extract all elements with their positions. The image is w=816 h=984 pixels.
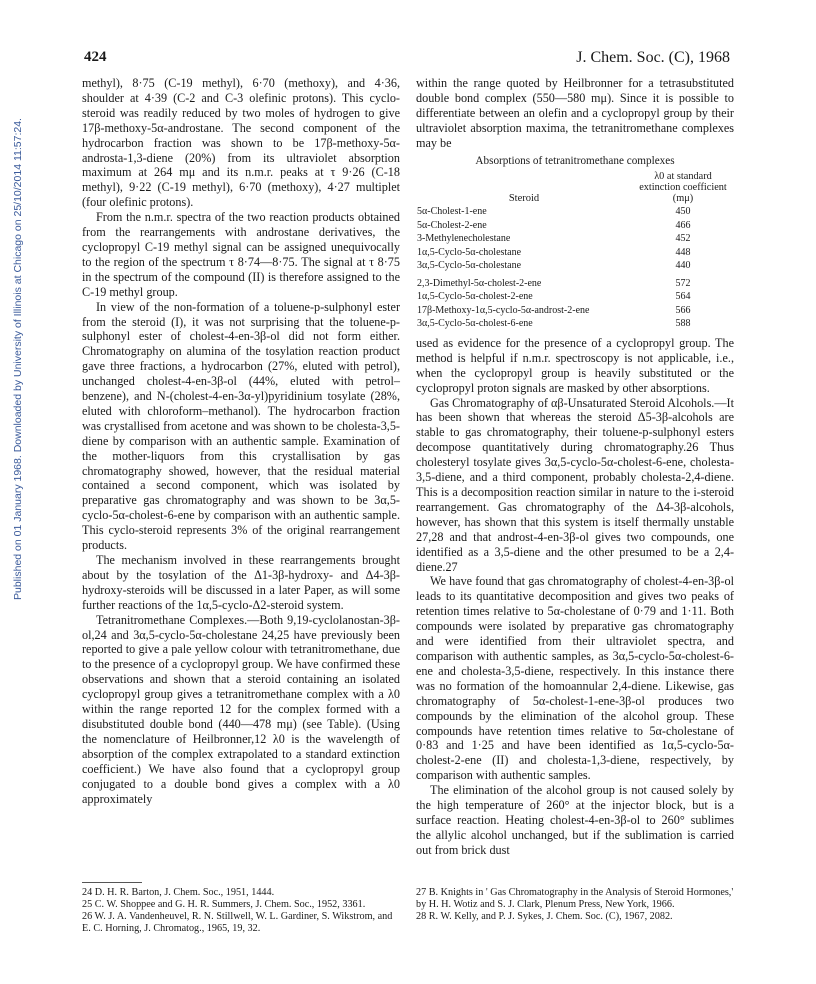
paragraph: Tetranitromethane Complexes.—Both 9,19-cyclolanostan-3β-ol,24 and 3α,5-cyclo-5α-cholestane 24,25 have previously been reported to give a pale yellow colour with tetranitromethane, due to the presence of a cyclopropyl group. We have confirmed these observations and shown that a steroid containing an isolated cyclopropyl group gives a tetranitromethane complex with a λ0 within the range reported 12 for the complex formed with a disubstituted double bond (440—478 mμ) (see Table). (Using the nomenclature of Heilbronner,12 λ0 is the wavelength of absorption of the complex extrapolated to a standard extinction coefficient.) We have also found that a cyclopropyl group conjugated to a double bond gives a complex with a λ0 approximately bbox=[82, 612, 400, 806]
footnote-rule bbox=[82, 882, 142, 883]
steroid-name: 17β-Methoxy-1α,5-cyclo-5α-androst-2-ene bbox=[417, 304, 590, 316]
table-row bbox=[416, 259, 734, 273]
steroid-name: 3α,5-Cyclo-5α-cholest-6-ene bbox=[417, 318, 533, 330]
paragraph: The mechanism involved in these rearrangements brought about by the tosylation of the Δ1-3β-hydroxy- and Δ4-3β-hydroxy-steroids will be discussed in a later Paper, as will some further reactions of the 1α,5-cyclo-Δ2-steroid system. bbox=[82, 553, 400, 612]
footnotes-left bbox=[82, 876, 400, 935]
paragraph: used as evidence for the presence of a cyclopropyl group. The method is helpful if n.m.r. spectroscopy is not applicable, i.e., when the cyclopropyl group is heavily substituted or the cyclopropyl proton signals are masked by other absorptions. bbox=[416, 335, 734, 395]
right-column bbox=[416, 76, 734, 858]
table-row bbox=[416, 273, 734, 291]
footnote: 26 W. J. A. Vandenheuvel, R. N. Stillwell, W. L. Gardiner, S. Wikstrom, and E. C. Horning, J. Chromatog., 1965, 19, 32. bbox=[82, 911, 393, 934]
paragraph: within the range quoted by Heilbronner for a tetrasubstituted double bond complex (550—580 mμ). Since it is possible to differentiate between an olefin and a cyclopropyl group by their ultraviolet absorption maxima, the tetranitromethane complexes may be bbox=[416, 76, 734, 150]
paragraph: methyl), 8·75 (C-19 methyl), 6·70 (methoxy), and 4·36, shoulder at 4·39 (C-2 and C-3 olefinic protons). This cyclo-steroid was readily reduced by two moles of hydrogen to give 17β-methoxy-5α-androstane. The second component of the hydrocarbon fraction was shown to be 17β-methoxy-5α-androsta-1,3-diene (20%) from its ultraviolet absorption maximum at 264 mμ and its n.m.r. peaks at τ 9·26 (C-18 methyl), 9·22 (C-19 methyl), 6·70 (methoxy), 4·27 multiplet (four olefinic protons). bbox=[82, 76, 400, 210]
lambda-value: 566 bbox=[675, 304, 691, 316]
lambda-value: 450 bbox=[675, 206, 691, 218]
table-row bbox=[416, 205, 734, 219]
table-row bbox=[416, 304, 734, 318]
steroid-name: 1α,5-Cyclo-5α-cholestane bbox=[417, 246, 522, 258]
left-column bbox=[82, 76, 400, 806]
paragraph: Gas Chromatography of αβ-Unsaturated Steroid Alcohols.—It has been shown that whereas the steroid Δ5-3β-alcohols are stable to gas chromatography, their toluene-p-sulphonyl esters decompose quantitatively during chromatography.26 Thus cholesteryl tosylate gives 3α,5-cyclo-5α-cholest-6-ene, cholesta-3,5-diene, and a third component, probably cholesta-2,4-diene. This is a decomposition reaction similar in nature to the i-steroid rearrangement. Gas chromatography of the Δ4-3β-alcohols, however, has shown that this system is itself thermally unstable 27,28 and that androst-4-en-3β-ol gives two compounds, one identified as a 3,5-diene and the other presumed to be a 2,4-diene.27 bbox=[416, 395, 734, 574]
footnotes-right bbox=[416, 876, 736, 923]
table-row bbox=[416, 219, 734, 233]
lambda-value: 588 bbox=[675, 318, 691, 330]
lambda-value: 440 bbox=[675, 260, 691, 272]
table-group-isolated bbox=[416, 205, 734, 273]
steroid-name: 3α,5-Cyclo-5α-cholestane bbox=[417, 260, 522, 272]
steroid-name: 1α,5-Cyclo-5α-cholest-2-ene bbox=[417, 291, 533, 303]
footnote: 24 D. H. R. Barton, J. Chem. Soc., 1951, 1444. bbox=[82, 887, 275, 898]
table-header-steroid: Steroid bbox=[508, 192, 540, 204]
steroid-name: 5α-Cholest-2-ene bbox=[417, 219, 487, 231]
table-caption: Absorptions of tetranitromethane complexes bbox=[475, 154, 675, 167]
paragraph: From the n.m.r. spectra of the two reaction products obtained from the rearrangements with androstane derivatives, the cyclopropyl C-19 methyl signal can be assigned unequivocally to the region of the spectrum τ 8·74—8·75. The signal at τ 8·75 in the spectrum of the compound (II) is therefore assigned to the C-19 methyl group. bbox=[82, 210, 400, 299]
lambda-value: 572 bbox=[675, 277, 691, 289]
table-row bbox=[416, 232, 734, 246]
steroid-name: 5α-Cholest-1-ene bbox=[417, 206, 487, 218]
steroid-name: 2,3-Dimethyl-5α-cholest-2-ene bbox=[417, 277, 542, 289]
journal-header: J. Chem. Soc. (C), 1968 bbox=[576, 49, 730, 66]
table-header-value: λ0 at standard extinction coefficient (mμ) bbox=[639, 171, 727, 205]
lambda-value: 452 bbox=[675, 233, 691, 245]
absorption-table bbox=[416, 170, 734, 331]
page-number: 424 bbox=[84, 49, 107, 65]
download-watermark bbox=[0, 0, 24, 984]
table-row bbox=[416, 290, 734, 304]
table-row bbox=[416, 246, 734, 260]
footnote: 25 C. W. Shoppee and G. H. R. Summers, J. Chem. Soc., 1952, 3361. bbox=[82, 899, 366, 910]
steroid-name: 3-Methylenecholestane bbox=[417, 233, 511, 245]
footnote: 28 R. W. Kelly, and P. J. Sykes, J. Chem. Soc. (C), 1967, 2082. bbox=[416, 911, 673, 922]
lambda-value: 448 bbox=[675, 246, 691, 258]
paragraph: We have found that gas chromatography of cholest-4-en-3β-ol leads to its quantitative decomposition and gives two peaks of retention times relative to 5α-cholestane of 0·79 and 1·11. Both compounds were isolated by preparative gas chromatography and were identified from their ultraviolet spectra, and comparison with authentic samples, as 3α,5-cyclo-5α-cholest-6-ene and cholesta-3,5-diene, respectively. In this instance there was no formation of the homoannular 2,4-diene. Likewise, gas chromatography of 5α-cholest-1-ene-3β-ol produces two compounds by the elimination of the alcohol group. These compounds have retention times relative to 5α-cholestane of 0·83 and 1·25 and have been identified as 1α,5-cyclo-5α-cholest-2-ene (II) and cholesta-1,3-diene, respectively, by comparison with authentic samples. bbox=[416, 574, 734, 783]
paragraph: The elimination of the alcohol group is not caused solely by the high temperature of 260° at the injector block, but is a surface reaction. Heating cholest-4-en-3β-ol to 260° sublimes the allylic alcohol unchanged, but if the sublimation is carried out from brick dust bbox=[416, 783, 734, 857]
lambda-value: 466 bbox=[675, 219, 691, 231]
lambda-value: 564 bbox=[675, 291, 691, 303]
download-note: Published on 01 January 1968. Downloaded by University of Illinois at Chicago on 25/10/2014 11:57:24. bbox=[12, 118, 24, 600]
footnote: 27 B. Knights in ' Gas Chromatography in the Analysis of Steroid Hormones,' by H. H. Wotiz and S. J. Clark, Plenum Press, New York, 1966. bbox=[416, 887, 734, 910]
paragraph: In view of the non-formation of a toluene-p-sulphonyl ester from the steroid (I), it was not surprising that the toluene-p-sulphonyl ester of cholest-4-en-3β-ol did not form either. Chromatography on alumina of the tosylation reaction product gave three fractions, a hydrocarbon (27%, eluted with petrol), unchanged cholest-4-en-3β-ol (44%, eluted with petrol–benzene), and N-(cholest-4-en-3α-yl)pyridinium tosylate (28%, eluted with chloroform–methanol). The hydrocarbon fraction was crystallised from acetone and was shown to be cholesta-3,5-diene by comparison with an authentic sample. Examination of the mother-liquors from this crystallisation by gas chromatography showed, however, that the residual material contained a second component, which was isolated by preparative gas chromatography and was shown to be 3α,5-cyclo-5α-cholest-6-ene by comparison with an authentic sample. This cyclo-steroid represents 3% of the original rearrangement products. bbox=[82, 299, 400, 553]
table-row bbox=[416, 317, 734, 331]
table-group-conjugated bbox=[416, 273, 734, 331]
